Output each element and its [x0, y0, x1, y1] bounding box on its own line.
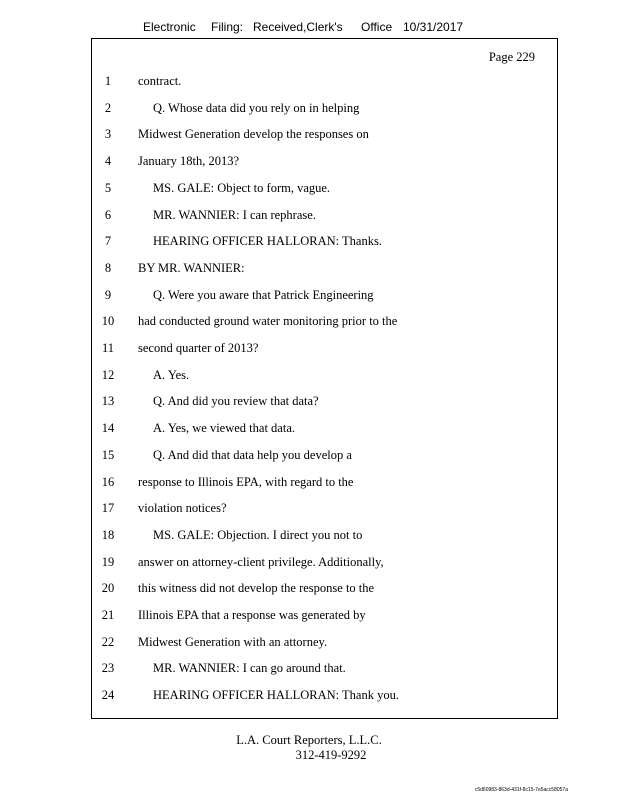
- document-hash: c5d60983-863d-431f-8c15-7e5acc58057a: [474, 787, 568, 793]
- line-number: 16: [101, 474, 115, 489]
- transcript-line: [92, 314, 557, 334]
- line-text: had conducted ground water monitoring prior to the: [138, 314, 398, 329]
- transcript-line: [92, 555, 557, 575]
- page-number: Page 229: [488, 50, 535, 64]
- line-text: MS. GALE: Object to form, vague.: [153, 180, 331, 195]
- line-text: MS. GALE: Objection. I direct you not to: [153, 527, 363, 542]
- line-number: 3: [104, 127, 112, 142]
- transcript-line: [92, 394, 557, 414]
- transcript-line: [92, 475, 557, 495]
- line-number: 19: [101, 554, 115, 569]
- line-number: 2: [104, 100, 112, 115]
- transcript-line: [92, 528, 557, 548]
- line-number: 10: [101, 314, 115, 329]
- line-text: MR. WANNIER: I can go around that.: [153, 661, 346, 676]
- line-text: contract.: [138, 74, 182, 88]
- line-text: Midwest Generation with an attorney.: [138, 634, 328, 649]
- filing-received: Received,Clerk's: [253, 20, 343, 34]
- line-text: answer on attorney-client privilege. Additionally,: [138, 554, 384, 569]
- filing-date: 10/31/2017: [403, 20, 464, 34]
- line-number: 15: [101, 447, 115, 462]
- line-text: A. Yes.: [153, 367, 190, 382]
- line-text: Q. Whose data did you rely on in helping: [153, 100, 360, 115]
- line-text: HEARING OFFICER HALLORAN: Thank you.: [153, 688, 399, 703]
- filing-office: Office: [361, 20, 393, 34]
- line-text: A. Yes, we viewed that data.: [153, 421, 295, 436]
- line-text: second quarter of 2013?: [138, 341, 259, 355]
- line-text: response to Illinois EPA, with regard to the: [138, 474, 354, 489]
- transcript-line: [92, 101, 557, 121]
- transcript-line: [92, 448, 557, 468]
- filing-electronic: Electronic: [143, 20, 196, 34]
- line-text: Q. Were you aware that Patrick Engineering: [153, 287, 374, 302]
- line-text: Q. And did you review that data?: [153, 394, 319, 409]
- line-text: Midwest Generation develop the responses on: [138, 127, 369, 142]
- line-number: 21: [101, 608, 115, 622]
- line-number: 7: [104, 234, 112, 249]
- line-number: 5: [104, 180, 112, 195]
- line-number: 6: [104, 207, 112, 222]
- transcript-line: [92, 501, 557, 521]
- transcript-line: [92, 635, 557, 655]
- line-number: 8: [104, 260, 112, 275]
- line-number: 12: [101, 367, 115, 382]
- line-number: 20: [101, 581, 115, 596]
- footer-phone: 312-419-9292: [295, 748, 367, 762]
- line-number: 11: [101, 341, 115, 355]
- line-number: 24: [101, 688, 115, 703]
- transcript-line: [92, 288, 557, 308]
- line-text: this witness did not develop the response to the: [138, 581, 375, 596]
- line-text: violation notices?: [138, 501, 227, 516]
- line-text: Illinois EPA that a response was generated by: [138, 608, 366, 622]
- line-number: 9: [104, 287, 112, 302]
- line-text: MR. WANNIER: I can rephrase.: [153, 207, 316, 222]
- line-number: 18: [101, 527, 115, 542]
- transcript-line: [92, 421, 557, 441]
- line-text: January 18th, 2013?: [138, 154, 240, 169]
- line-number: 1: [104, 74, 112, 88]
- line-number: 17: [101, 501, 115, 516]
- transcript-line: [92, 127, 557, 147]
- transcript-line: [92, 234, 557, 254]
- transcript-line: [92, 154, 557, 174]
- line-number: 14: [101, 421, 115, 436]
- transcript-line: [92, 581, 557, 601]
- transcript-line: [92, 688, 557, 708]
- line-number: 13: [101, 394, 115, 409]
- transcript-line: [92, 74, 557, 94]
- transcript-page-frame: [91, 38, 558, 719]
- transcript-line: [92, 261, 557, 281]
- transcript-line: [92, 368, 557, 388]
- transcript-line: [92, 181, 557, 201]
- transcript-line: [92, 608, 557, 628]
- line-number: 4: [104, 154, 112, 169]
- line-text: Q. And did that data help you develop a: [153, 447, 352, 462]
- line-number: 23: [101, 661, 115, 676]
- transcript-line: [92, 661, 557, 681]
- transcript-line: [92, 341, 557, 361]
- line-text: BY MR. WANNIER:: [138, 260, 245, 275]
- footer-company: L.A. Court Reporters, L.L.C.: [236, 733, 382, 747]
- filing-filing: Filing:: [211, 20, 244, 34]
- transcript-line: [92, 208, 557, 228]
- filing-stamp-header: [143, 20, 463, 34]
- line-text: HEARING OFFICER HALLORAN: Thanks.: [153, 234, 382, 249]
- line-number: 22: [101, 634, 115, 649]
